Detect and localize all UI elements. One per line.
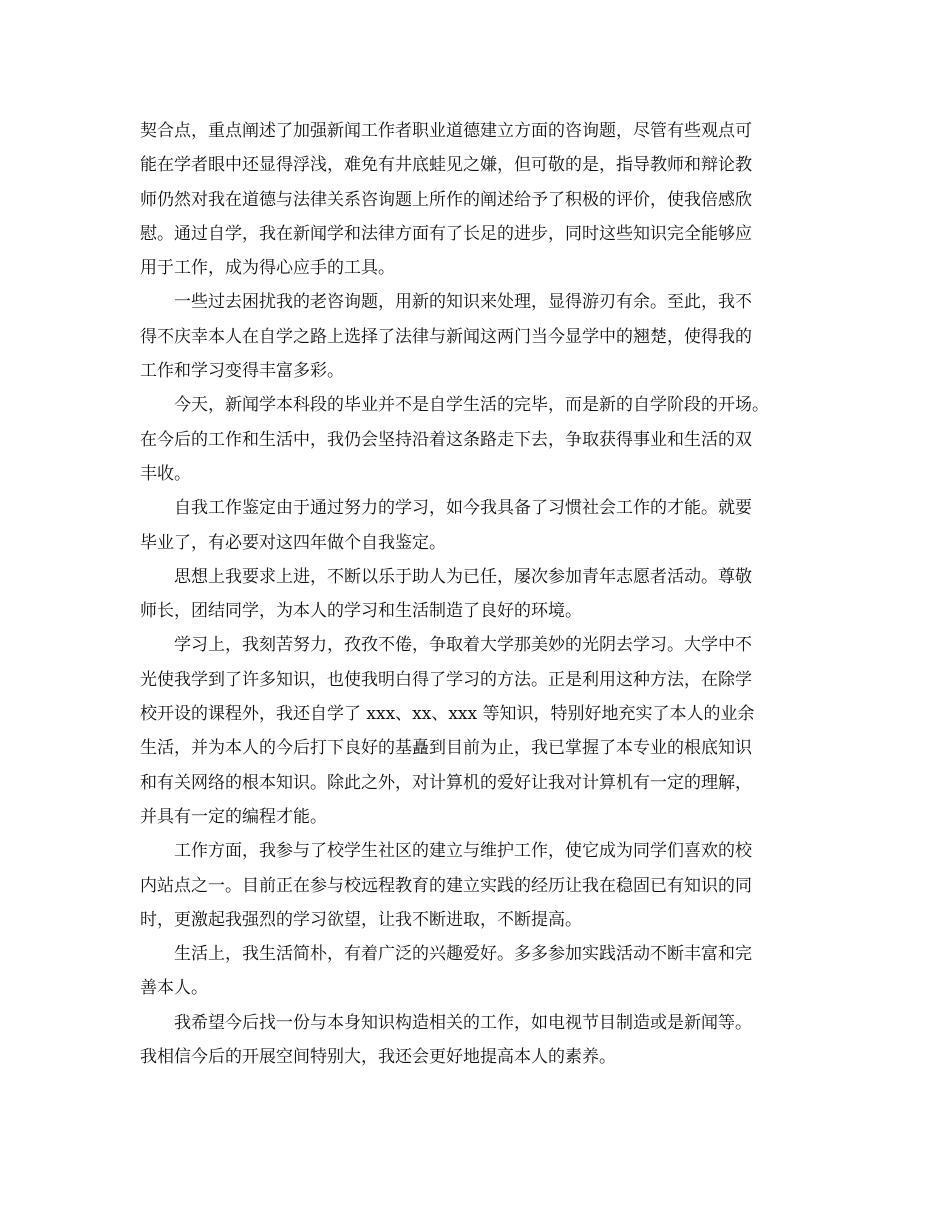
text-line: 师长，团结同学，为本人的学习和生活制造了良好的环境。 (140, 601, 582, 622)
text-line: 丰收。 (140, 463, 191, 484)
text-line: 毕业了，有必要对这四年做个自我鉴定。 (140, 532, 446, 553)
text-line: 时，更激起我强烈的学习欲望，让我不断进取，不断提高。 (140, 909, 582, 930)
text-line: 今天，新闻学本科段的毕业并不是自学生活的完毕，而是新的自学阶段的开场。 (174, 395, 769, 416)
text-line: 我相信今后的开展空间特别大，我还会更好地提高本人的素养。 (140, 1047, 616, 1068)
document-body (140, 114, 820, 1074)
text-line: 校开设的课程外，我还自学了 xxx、xx、xxx 等知识，特别好地充实了本人的业余 (140, 704, 755, 725)
text-line: 和有关网络的根本知识。除此之外，对计算机的爱好让我对计算机有一定的理解， (140, 772, 752, 793)
text-line: 工作和学习变得丰富多彩。 (140, 361, 344, 382)
text-line: 我希望今后找一份与本身知识构造相关的工作，如电视节目制造或是新闻等。 (174, 1012, 752, 1033)
text-line: 能在学者眼中还显得浮浅，难免有井底蛙见之嫌，但可敬的是，指导教师和辩论教 (140, 155, 752, 176)
text-line: 自我工作鉴定由于通过努力的学习，如今我具备了习惯社会工作的才能。就要 (174, 498, 752, 519)
text-line: 师仍然对我在道德与法律关系咨询题上所作的阐述给予了积极的评价，使我倍感欣 (140, 189, 752, 210)
text-line: 得不庆幸本人在自学之路上选择了法律与新闻这两门当今显学中的翘楚，使得我的 (140, 326, 752, 347)
text-line: 光使我学到了许多知识，也使我明白得了学习的方法。正是利用这种方法，在除学 (140, 669, 752, 690)
text-line: 学习上，我刻苦努力，孜孜不倦，争取着大学那美妙的光阴去学习。大学中不 (174, 635, 752, 656)
text-line: 内站点之一。目前正在参与校远程教育的建立实践的经历让我在稳固已有知识的同 (140, 875, 752, 896)
text-line: 生活上，我生活简朴，有着广泛的兴趣爱好。多多参加实践活动不断丰富和完 (174, 944, 752, 965)
text-line: 用于工作，成为得心应手的工具。 (140, 258, 395, 279)
text-line: 契合点，重点阐述了加强新闻工作者职业道德建立方面的咨询题，尽管有些观点可 (140, 121, 752, 141)
text-line: 思想上我要求上进，不断以乐于助人为已任，屡次参加青年志愿者活动。尊敬 (174, 566, 752, 587)
text-line: 一些过去困扰我的老咨询题，用新的知识来处理，显得游刃有余。至此，我不 (174, 292, 752, 313)
text-line: 生活，并为本人的今后打下良好的基矗到目前为止，我已掌握了本专业的根底知识 (140, 738, 752, 759)
text-line: 工作方面，我参与了校学生社区的建立与维护工作，使它成为同学们喜欢的校 (174, 841, 752, 862)
text-line: 在今后的工作和生活中，我仍会坚持沿着这条路走下去，争取获得事业和生活的双 (140, 429, 752, 450)
text-line: 慰。通过自学，我在新闻学和法律方面有了长足的进步，同时这些知识完全能够应 (140, 223, 752, 244)
text-line: 并具有一定的编程才能。 (140, 806, 327, 827)
text-line: 善本人。 (140, 978, 208, 999)
